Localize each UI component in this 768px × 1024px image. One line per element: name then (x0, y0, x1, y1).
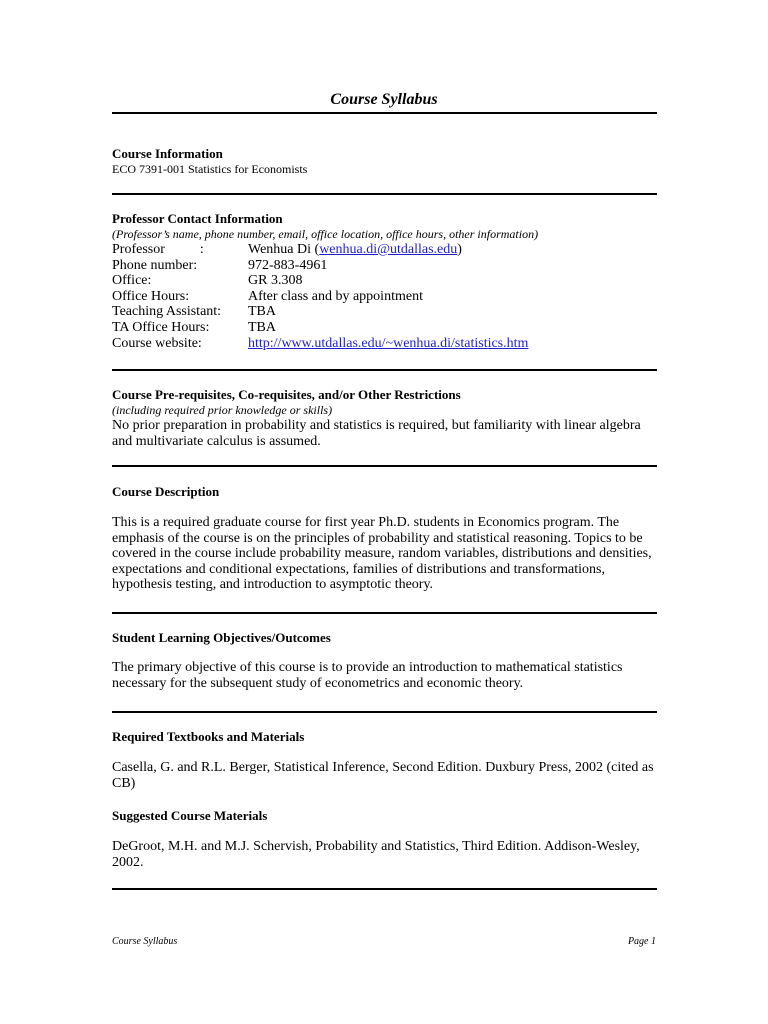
prerequisites-subnote: (including required prior knowledge or skills) (112, 403, 333, 417)
contact-row-professor (112, 242, 657, 258)
suggested-section (112, 808, 657, 870)
contact-section (112, 211, 657, 351)
ta-label: Teaching Assistant: (112, 304, 222, 320)
page-title: Course Syllabus (330, 91, 438, 108)
divider-title (112, 112, 657, 114)
footer-title: Course Syllabus (112, 936, 178, 947)
suggested-text: DeGroot, M.H. and M.J. Schervish, Probability and Statistics, Third Edition. Addison-Wesley, 2002. (112, 839, 640, 870)
phone-label: Phone number: (112, 257, 198, 273)
divider-suggested (112, 888, 657, 890)
contact-row-website (112, 336, 657, 352)
divider-course-info (112, 193, 657, 195)
professor-close-paren: ) (457, 242, 462, 257)
objectives-section (112, 630, 657, 691)
professor-email-link[interactable]: wenhua.di@utdallas.edu (319, 242, 458, 257)
divider-description (112, 612, 657, 614)
course-information-section (112, 146, 657, 176)
professor-value (248, 242, 657, 258)
course-information-text: ECO 7391-001 Statistics for Economists (112, 162, 308, 176)
professor-name: Wenhua Di ( (248, 242, 320, 257)
course-information-heading: Course Information (112, 146, 223, 161)
objectives-text: The primary objective of this course is to provide an introduction to mathematical statistics necessary for the subsequent study of econometrics and economic theory. (112, 660, 623, 691)
divider-contact (112, 369, 657, 371)
contact-subnote: (Professor’s name, phone number, email, office location, office hours, other information) (112, 227, 539, 241)
textbooks-text: Casella, G. and R.L. Berger, Statistical Inference, Second Edition. Duxbury Press, 2002 (cited as CB) (112, 760, 654, 791)
contact-row-office-hours (112, 289, 657, 305)
prerequisites-section (112, 387, 657, 449)
website-label: Course website: (112, 335, 202, 351)
office-value: GR 3.308 (248, 273, 303, 289)
divider-prerequisites (112, 465, 657, 467)
prerequisites-heading: Course Pre-requisites, Co-requisites, and/or Other Restrictions (112, 387, 461, 402)
contact-heading: Professor Contact Information (112, 211, 283, 226)
footer-page-number: Page 1 (627, 936, 656, 947)
textbooks-heading: Required Textbooks and Materials (112, 729, 305, 744)
contact-row-phone (112, 258, 657, 274)
contact-row-office (112, 273, 657, 289)
course-website-link[interactable]: http://www.utdallas.edu/~wenhua.di/statistics.htm (248, 335, 529, 351)
phone-value: 972-883-4961 (248, 257, 328, 273)
ta-hours-value: TBA (248, 319, 276, 335)
divider-objectives (112, 711, 657, 713)
textbooks-section (112, 729, 657, 791)
office-hours-value: After class and by appointment (248, 288, 423, 304)
professor-label: Professor : (112, 242, 204, 257)
description-text: This is a required graduate course for first year Ph.D. students in Economics program. The emphasis of the course is on the principles of probability and statistical reasoning. Topics to be covered in the course include probability measure, random variables, distributions and densities, expectations and conditional expectations, families of distributions and transformations, hypothesis testing, and introduction to asymptotic theory. (112, 515, 652, 593)
contact-row-ta (112, 304, 657, 320)
suggested-heading: Suggested Course Materials (112, 808, 268, 823)
contact-row-ta-hours (112, 320, 657, 336)
office-label: Office: (112, 273, 152, 289)
office-hours-label: Office Hours: (112, 288, 190, 304)
description-section (112, 484, 657, 593)
ta-hours-label: TA Office Hours: (112, 319, 210, 335)
ta-value: TBA (248, 304, 276, 320)
prerequisites-text: No prior preparation in probability and statistics is required, but familiarity with linear algebra and multivariate calculus is assumed. (112, 418, 641, 449)
objectives-heading: Student Learning Objectives/Outcomes (112, 630, 331, 645)
description-heading: Course Description (112, 484, 220, 499)
